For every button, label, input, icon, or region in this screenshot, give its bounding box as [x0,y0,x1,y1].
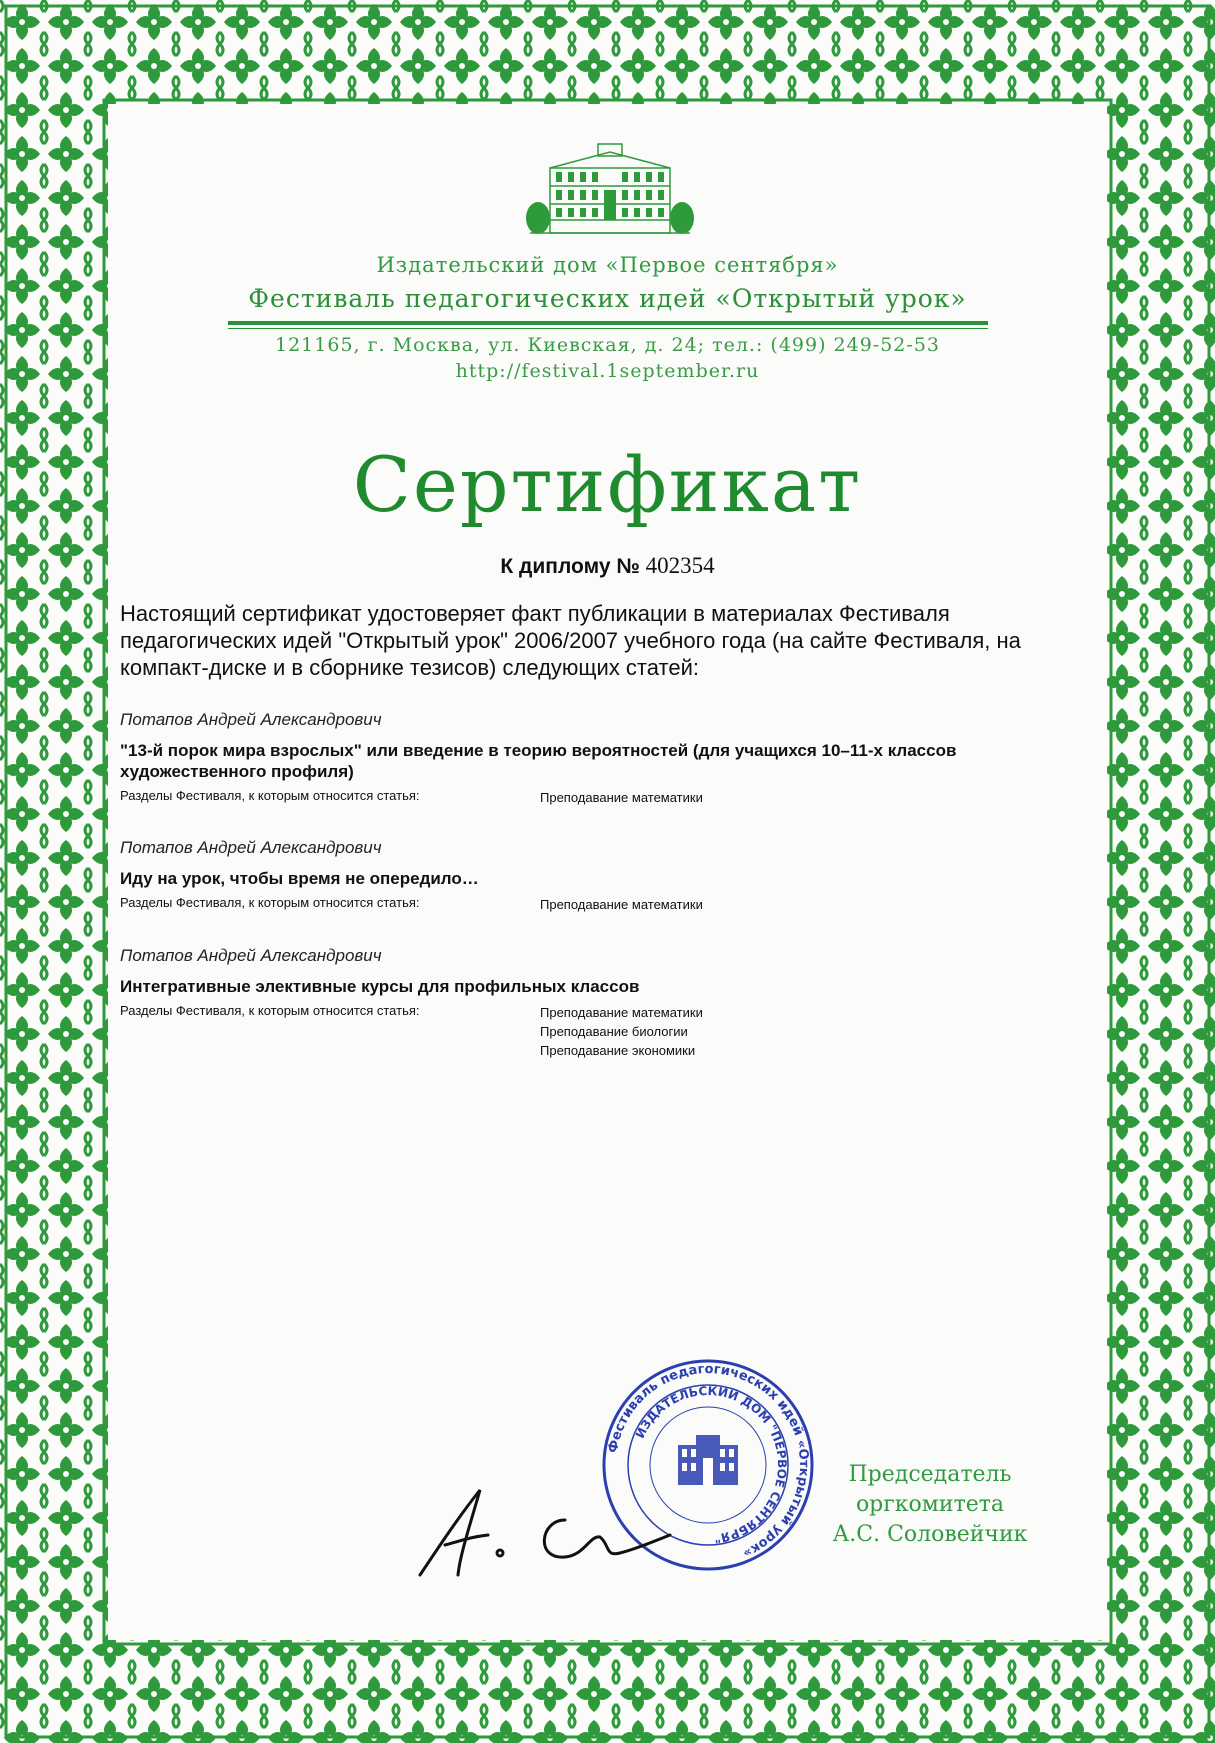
article-title: Иду на урок, чтобы время не опередило… [120,869,479,888]
article-1 [120,710,1095,803]
section-value: Преподавание биологии [540,1024,688,1039]
publisher-name: Издательский дом «Первое сентября» [376,253,839,277]
stamp-outer-text: Фестиваль педагогических идей «Открытый урок» [605,1361,812,1561]
address: 121165, г. Москва, ул. Киевская, д. 24; тел.: (499) 249-52-53 [275,334,940,356]
signatory-name: А.С. Соловейчик [832,1522,1028,1547]
article-sections [120,895,1095,910]
festival-name: Фестиваль педагогических идей «Открытый урок» [248,284,967,313]
header-rule [228,321,988,325]
article-author: Потапов Андрей Александрович [120,838,382,857]
article-author: Потапов Андрей Александрович [120,946,382,965]
header-rule-thin [228,328,988,329]
signatory-block [820,1460,1040,1550]
sections-label: Разделы Фестиваля, к которым относится статья: [120,788,420,803]
stamp-inner-text: ИЗДАТЕЛЬСКИЙ ДОМ "ПЕРВОЕ СЕНТЯБРЯ" [632,1383,790,1546]
article-title: Интегративные элективные курсы для профильных классов [120,977,640,996]
article-author: Потапов Андрей Александрович [120,710,382,729]
diploma-number: 402354 [645,553,715,578]
certificate-title: Сертификат [352,440,863,529]
sections-label: Разделы Фестиваля, к которым относится статья: [120,1003,420,1018]
building-logo [520,138,700,258]
diploma-label: К диплому № [500,555,640,578]
article-title: "13-й порок мира взрослых" или введение в теорию вероятностей (для учащихся 10–11-х классов художественного профиля) [120,741,957,781]
article-2 [120,838,1095,910]
signatory-role-1: Председатель [848,1462,1012,1487]
sections-label: Разделы Фестиваля, к которым относится статья: [120,895,420,910]
certificate-content [120,120,1095,1620]
intro-text: Настоящий сертификат удостоверяет факт публикации в материалах Фестиваля педагогических идей "Открытый урок" 2006/2007 учебного года (на сайте Фестиваля, на компакт-диске и в сборнике тезисов) следующих статей: [120,601,1021,680]
article-3 [120,946,1095,1058]
diploma-line [120,553,1095,579]
section-value: Преподавание экономики [540,1043,696,1058]
signatory-role-2: оргкомитета [855,1492,1005,1517]
section-value: Преподавание математики [540,790,703,805]
article-sections [120,788,1095,803]
article-sections [120,1003,1095,1058]
section-value: Преподавание математики [540,897,703,912]
website: http://festival.1september.ru [455,360,760,382]
section-value: Преподавание математики [540,1005,703,1020]
signature [400,1465,680,1595]
